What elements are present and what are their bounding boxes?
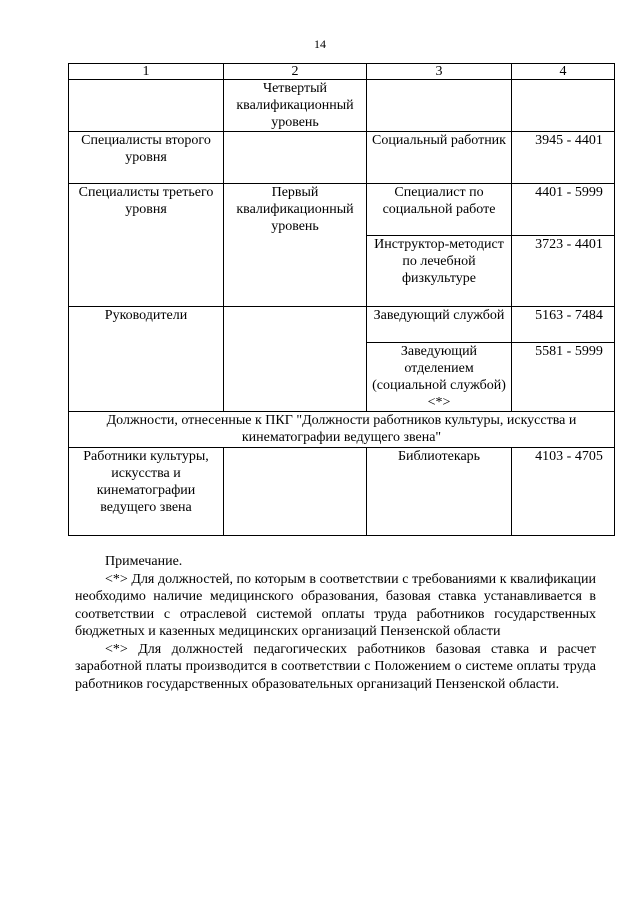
table-cell: Четвертый квалификационный уровень <box>224 80 367 132</box>
table-row <box>69 448 615 536</box>
table-cell: Специалист по социальной работе <box>367 184 512 236</box>
column-header: 1 <box>69 64 224 80</box>
table-cell: 5163 - 7484 <box>512 307 615 343</box>
table-cell: Работники культуры, искусства и кинематографии ведущего звена <box>69 448 224 536</box>
table-cell: 4401 - 5999 <box>512 184 615 236</box>
table-cell: 4103 - 4705 <box>512 448 615 536</box>
note-paragraph: <*> Для должностей педагогических работников базовая ставка и расчет заработной платы производится в соответствии с Положением о системе оплаты труда работников государственных образовательных организаций Пензенской области. <box>75 641 596 692</box>
table-cell: Руководители <box>69 307 224 412</box>
table-cell <box>224 132 367 184</box>
table-cell <box>224 448 367 536</box>
table-cell: Социальный работник <box>367 132 512 184</box>
column-header: 2 <box>224 64 367 80</box>
table-cell: Специалисты второго уровня <box>69 132 224 184</box>
table-row <box>69 307 615 343</box>
table-cell: Специалисты третьего уровня <box>69 184 224 307</box>
table-cell <box>224 307 367 412</box>
table-cell <box>367 80 512 132</box>
table-cell <box>69 80 224 132</box>
table-row <box>69 132 615 184</box>
table-cell: Библиотекарь <box>367 448 512 536</box>
table-header-row <box>69 64 615 80</box>
group-title: Должности, отнесенные к ПКГ "Должности работников культуры, искусства и кинематографии ведущего звена" <box>69 412 615 448</box>
table-row <box>69 184 615 236</box>
table-group-row <box>69 412 615 448</box>
table-cell: Первый квалификационный уровень <box>224 184 367 307</box>
column-header: 4 <box>512 64 615 80</box>
notes-section <box>75 553 596 693</box>
note-paragraph: <*> Для должностей, по которым в соответствии с требованиями к квалификации необходимо наличие медицинского образования, базовая ставка устанавливается в соответствии с отраслевой системой оплаты труда работников государственных бюджетных и казенных медицинских организаций Пензенской области <box>75 571 596 639</box>
column-header: 3 <box>367 64 512 80</box>
table-cell: Заведующий отделением (социальной службой) <*> <box>367 343 512 412</box>
table-cell: Заведующий службой <box>367 307 512 343</box>
table-cell: 5581 - 5999 <box>512 343 615 412</box>
table-cell <box>512 80 615 132</box>
table-row <box>69 80 615 132</box>
notes-title: Примечание. <box>105 554 183 569</box>
page-number: 14 <box>314 37 326 51</box>
table-cell: 3723 - 4401 <box>512 236 615 307</box>
table-cell: 3945 - 4401 <box>512 132 615 184</box>
table-cell: Инструктор-методист по лечебной физкультуре <box>367 236 512 307</box>
salary-table <box>68 63 615 536</box>
